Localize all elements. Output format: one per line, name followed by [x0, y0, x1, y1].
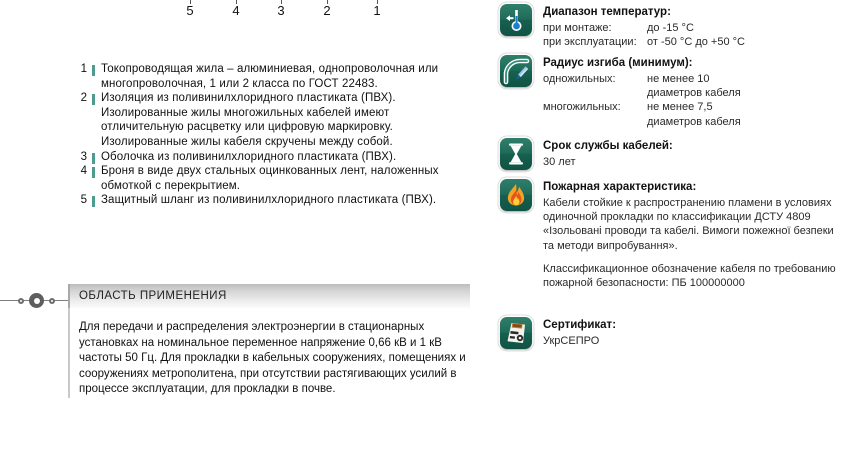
decoration-dot-small-left	[18, 298, 24, 304]
thermometer-icon	[500, 4, 532, 36]
spec-value: 30 лет	[543, 156, 576, 168]
spec-title: Сертификат:	[543, 319, 617, 331]
callout-label: 2	[323, 3, 331, 18]
legend-bullet-icon	[92, 167, 95, 178]
spec-title: Радиус изгиба (минимум):	[543, 57, 693, 69]
application-area-description: Для передачи и распределения электроэнергии в стационарных установках на номинальное переменное напряжение 0,66 кВ и 1 кВ частоты 50 Гц. Для прокладки в кабельных сооружениях, помещениях и сооружениях метрополитена, при отсутствии растягивающих усилий в процессе эксплуатации, для прокладки в почве.	[68, 308, 470, 398]
legend-index: 5	[80, 194, 87, 207]
legend-text: Токопроводящая жила – алюминиевая, однопроволочная или многопроволочная, 1 или 2 класса по ГОСТ 22483.	[101, 63, 439, 90]
callout-label: 4	[232, 3, 240, 18]
spec-fire-characteristic	[500, 179, 840, 290]
spec-row	[543, 35, 840, 49]
spec-key: при монтаже:	[543, 22, 612, 34]
legend-bullet-icon	[92, 196, 95, 207]
callout-label: 3	[277, 3, 285, 18]
legend-bullet-icon	[92, 153, 95, 164]
spec-value: не менее 10	[647, 73, 710, 85]
spec-row	[543, 100, 840, 114]
hourglass-icon	[500, 138, 532, 170]
flame-icon	[500, 179, 532, 211]
spec-row	[543, 86, 840, 100]
spec-key	[543, 86, 647, 100]
legend-bullet-icon	[92, 65, 95, 76]
page-title: ОБЛАСТЬ ПРИМЕНЕНИЯ	[79, 290, 227, 302]
legend-text: Броня в виде двух стальных оцинкованных лент, наложенных обмоткой с перекрытием.	[101, 165, 439, 192]
legend-text: Изоляция из поливинилхлоридного пластиката (ПВХ). Изолированные жилы многожильных кабелей имеют отличительную расцветку или цифровую маркировку. Изолированные жилы кабеля скручены между собой.	[101, 92, 396, 148]
legend-index: 1	[80, 63, 87, 75]
callout-marker	[270, 0, 292, 18]
legend-index: 4	[80, 165, 87, 178]
bend-radius-icon	[500, 55, 532, 87]
spec-value: диаметров кабеля	[647, 115, 741, 128]
spec-value: от -50 °С до +50 °С	[647, 36, 745, 49]
legend-index: 2	[80, 92, 87, 105]
spec-key: одножильных:	[543, 73, 616, 85]
construction-legend-list	[76, 62, 466, 208]
legend-index: 3	[80, 150, 87, 163]
legend-bullet-icon	[92, 94, 95, 105]
list-item	[76, 62, 466, 91]
application-area-body	[68, 284, 470, 398]
callout-marker	[316, 0, 338, 18]
spec-title: Диапазон температур:	[543, 6, 671, 18]
decoration-dot-small-right	[49, 298, 55, 304]
spec-certificate	[500, 317, 840, 349]
spec-service-life	[500, 138, 840, 170]
legend-text: Защитный шланг из поливинилхлоридного пластиката (ПВХ).	[101, 194, 437, 207]
spec-key: многожильных:	[543, 101, 621, 114]
spec-title: Срок службы кабелей:	[543, 140, 673, 152]
callout-label: 5	[186, 3, 194, 18]
spec-row	[543, 115, 840, 129]
list-item	[76, 150, 466, 165]
spec-key	[543, 115, 647, 129]
callout-marker	[179, 0, 201, 18]
spec-value: УкрСЕПРО	[543, 335, 600, 347]
application-area-header	[68, 284, 470, 308]
decoration-dot-large	[29, 293, 44, 308]
spec-value: до -15 °С	[647, 22, 694, 34]
spec-value: диаметров кабеля	[647, 87, 741, 100]
spec-title: Пожарная характеристика:	[543, 181, 697, 193]
spec-key: при эксплуатации:	[543, 36, 637, 49]
spec-row	[543, 72, 840, 86]
legend-text: Оболочка из поливинилхлоридного пластиката (ПВХ).	[101, 150, 397, 163]
callout-marker	[225, 0, 247, 18]
spec-row	[543, 21, 840, 35]
callout-number-strip	[0, 0, 480, 24]
section-decoration	[0, 292, 70, 310]
spec-bend-radius	[500, 55, 840, 129]
spec-value: не менее 7,5	[647, 101, 713, 114]
spec-paragraph-classification: Классификационное обозначение кабеля по требованию пожарной безопасности: ПБ 100000000	[543, 262, 836, 290]
list-item	[76, 164, 466, 193]
list-item	[76, 193, 466, 208]
list-item	[76, 91, 466, 149]
callout-marker	[366, 0, 388, 18]
spec-paragraph-flame-spread: Кабели стойкие к распространению пламени в условиях одиночной прокладки по классификации ДСТУ 4809 «Ізольовані проводи та кабелі. Вимоги пожежної безпеки та методи випробування».	[543, 197, 834, 252]
callout-label: 1	[373, 3, 381, 18]
certificate-icon	[500, 317, 532, 349]
spec-temperature-range	[500, 4, 840, 49]
